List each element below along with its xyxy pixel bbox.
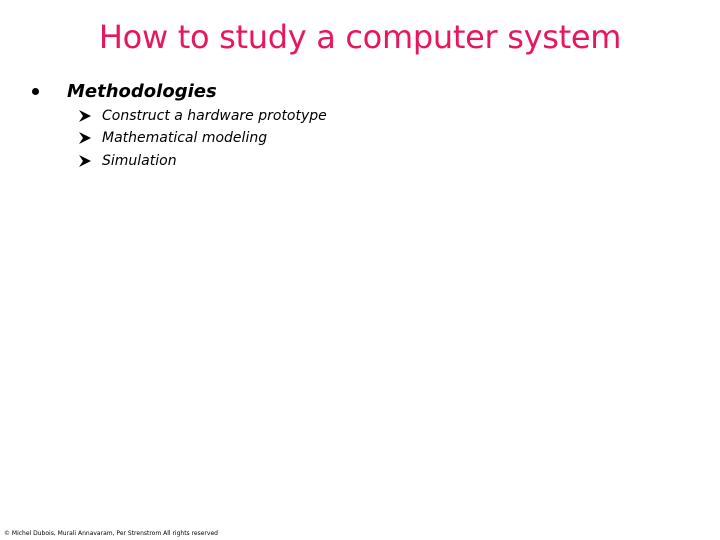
subitem-mathematical-modeling xyxy=(78,128,267,148)
slide-title: How to study a computer system xyxy=(98,18,622,56)
subitem-label: Mathematical modeling xyxy=(102,130,268,146)
arrowhead-icon xyxy=(78,154,92,168)
subitem-label: Simulation xyxy=(102,153,177,169)
subitem-hardware-prototype xyxy=(78,106,327,126)
bullet-label: Methodologies xyxy=(67,80,217,102)
subitem-simulation xyxy=(78,151,177,171)
arrowhead-icon xyxy=(78,109,92,123)
subitem-label: Construct a hardware prototype xyxy=(102,108,327,124)
bullet-dot-icon xyxy=(32,88,39,95)
copyright-footer: © Michel Dubois, Murali Annavaram, Per Strenstrom All rights reserved xyxy=(4,530,218,537)
bullet-item-methodologies xyxy=(30,80,217,102)
arrowhead-icon xyxy=(78,131,92,145)
